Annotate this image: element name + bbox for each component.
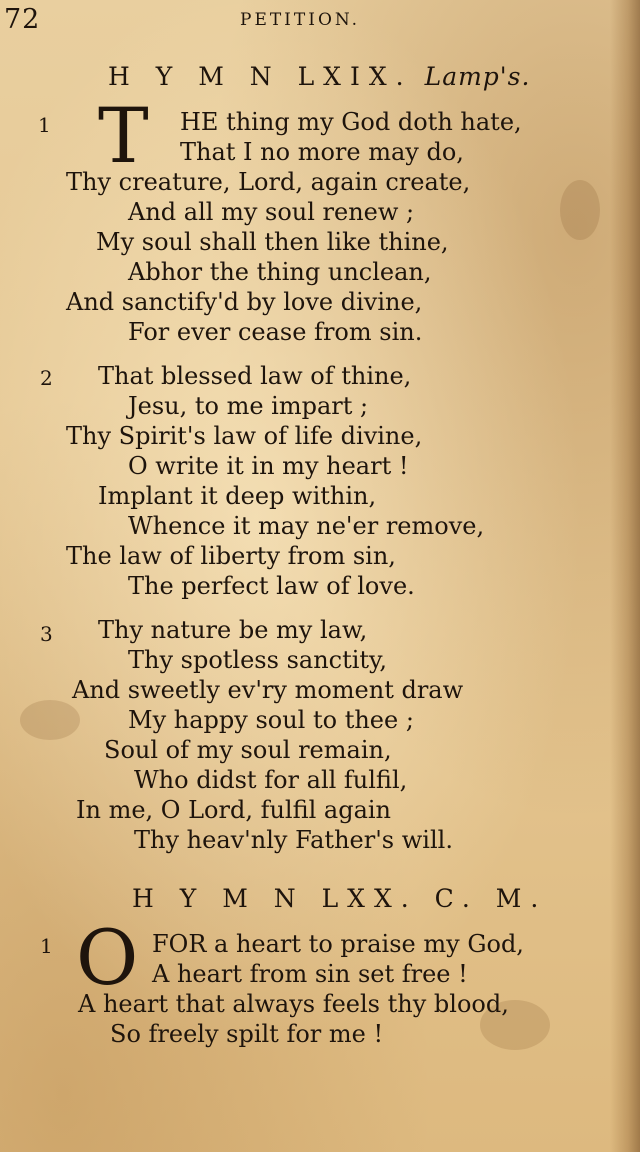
foxing-spot bbox=[560, 180, 600, 240]
verse-line: And all my soul renew ; bbox=[128, 198, 415, 226]
hymn-title bbox=[108, 62, 530, 91]
verse-line: Who didst for all fulfil, bbox=[134, 766, 408, 794]
verse-line: Thy heav'nly Father's will. bbox=[134, 826, 453, 854]
verse-line: And sanctify'd by love divine, bbox=[66, 288, 423, 316]
hymn-title bbox=[132, 884, 547, 913]
hymn-tune: Lamp's. bbox=[424, 62, 531, 91]
page-number: 72 bbox=[4, 4, 41, 35]
verse-line: Soul of my soul remain, bbox=[104, 736, 392, 764]
running-head: PETITION. bbox=[240, 10, 361, 30]
stanza-number: 2 bbox=[40, 366, 53, 390]
verse-line: My happy soul to thee ; bbox=[128, 706, 414, 734]
verse-line: In me, O Lord, fulfil again bbox=[76, 796, 392, 824]
stanza-number: 1 bbox=[40, 934, 53, 958]
foxing-spot bbox=[20, 700, 80, 740]
page-edge-shadow bbox=[610, 0, 640, 1152]
verse-line: A heart that always feels thy blood, bbox=[78, 990, 509, 1018]
verse-line: Thy Spirit's law of life divine, bbox=[66, 422, 423, 450]
verse-line: For ever cease from sin. bbox=[128, 318, 423, 346]
verse-line: HE thing my God doth hate, bbox=[180, 108, 522, 136]
verse-line: And sweetly ev'ry moment draw bbox=[72, 676, 464, 704]
verse-line: Abhor the thing unclean, bbox=[128, 258, 432, 286]
verse-line: My soul shall then like thine, bbox=[96, 228, 449, 256]
verse-line: Jesu, to me impart ; bbox=[128, 392, 369, 420]
verse-line: Thy creature, Lord, again create, bbox=[66, 168, 471, 196]
verse-line: Thy nature be my law, bbox=[98, 616, 368, 644]
verse-line: The law of liberty from sin, bbox=[66, 542, 396, 570]
page-header bbox=[0, 4, 640, 34]
verse-line: The perfect law of love. bbox=[128, 572, 415, 600]
verse-line: That blessed law of thine, bbox=[98, 362, 412, 390]
verse-line: That I no more may do, bbox=[180, 138, 464, 166]
verse-line: A heart from sin set free ! bbox=[152, 960, 468, 988]
stanza-number: 3 bbox=[40, 622, 53, 646]
drop-cap: T bbox=[98, 91, 149, 180]
verse-line: Implant it deep within, bbox=[98, 482, 377, 510]
hymn-number: H Y M N LXX. C. M. bbox=[132, 884, 548, 913]
stanza-number: 1 bbox=[38, 113, 51, 137]
drop-cap: O bbox=[76, 913, 139, 1002]
verse-line: So freely spilt for me ! bbox=[110, 1020, 384, 1048]
verse-line: Whence it may ne'er remove, bbox=[128, 512, 485, 540]
verse-line: Thy spotless sanctity, bbox=[128, 646, 388, 674]
verse-line: O write it in my heart ! bbox=[128, 452, 409, 480]
hymn-number: H Y M N LXIX. bbox=[108, 62, 413, 91]
verse-line: FOR a heart to praise my God, bbox=[152, 930, 524, 958]
